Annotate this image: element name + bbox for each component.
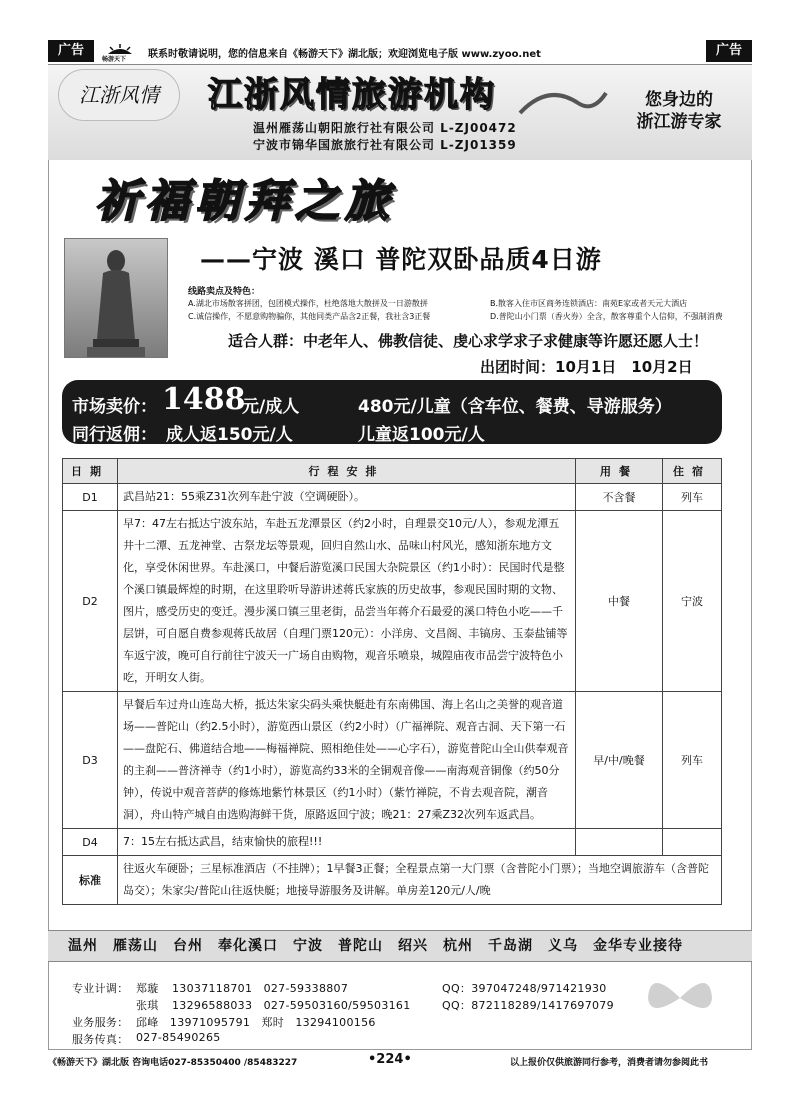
- service-cities: 温州 雁荡山 台州 奉化溪口 宁波 普陀山 绍兴 杭州 千岛湖 义乌 金华专业接待: [68, 938, 683, 954]
- tour-theme-title: 祈福朝拜之旅: [95, 176, 395, 227]
- fax-value: 027-85490265: [136, 1031, 221, 1044]
- market-price-label: 市场卖价：: [72, 397, 157, 417]
- price-box: [62, 380, 722, 444]
- feature-item: A.湖北市场散客拼团，包团模式操作，杜绝落地大散拼及一日游散拼: [188, 299, 428, 308]
- contact-2-phone: 13296588033 027-59503160/59503161: [172, 999, 411, 1012]
- target-audience: 适合人群：中老年人、佛教信徒、虔心求学求子求健康等许愿还愿人士！: [228, 332, 709, 350]
- agency-title: 江浙风情旅游机构: [208, 75, 496, 115]
- rebate-label: 同行返佣：: [72, 425, 157, 445]
- itinerary-cell: 早餐后车过舟山连岛大桥，抵达朱家尖码头乘快艇赴有东南佛国、海上名山之美誉的观音道场——普陀山（约2.5小时），游览西山景区（约2小时）（广福禅院、观音古洞、天下第一石——盘陀石、佛道结合地——梅福禅院、照相绝佳处——心字石），游览普陀山全山供奉观音的主刹——普济禅寺（约1小时），游览高约33米的全铜观音像——南海观音铜像（约50分钟），传说中观音菩萨的修炼地紫竹林景区（约1小时）（紫竹禅院，不肯去观音院，潮音洞），舟山特产城自由选购海鲜干货，原路返回宁波；晚21：27乘Z32次列车返武昌。: [118, 692, 576, 829]
- biz-label: 业务服务：: [72, 1016, 129, 1029]
- feature-item: C.诚信操作，不愿意购物骗你，其他同类产品含2正餐，我社含3正餐: [188, 312, 431, 321]
- biz-value: 邱峰 13971095791 郑时 13294100156: [136, 1016, 376, 1029]
- standard-desc: 往返火车硬卧；三星标准酒店（不挂牌）；1早餐3正餐；全程景点第一大门票（含普陀小门票）；当地空调旅游车（含普陀岛交）；朱家尖/普陀山往返快艇；地接导游服务及讲解。单房差120元/人/晚: [118, 856, 722, 905]
- day-cell: D3: [63, 692, 118, 829]
- stay-cell: 列车: [663, 692, 722, 829]
- meal-cell: 中餐: [576, 511, 663, 692]
- slogan-line-2: 浙江游专家: [636, 112, 722, 132]
- table-row-standard: [63, 856, 722, 905]
- day-cell: D1: [63, 484, 118, 511]
- stay-cell: 列车: [663, 484, 722, 511]
- itinerary-cell: 7：15左右抵达武昌，结束愉快的旅程!!!: [118, 829, 576, 856]
- contact-1-qq: QQ：397047248/971421930: [442, 982, 607, 995]
- header-day: 日期: [63, 459, 118, 484]
- table-row: [63, 484, 722, 511]
- departure-dates: 出团时间：10月1日 10月2日: [480, 358, 693, 376]
- table-row: [63, 692, 722, 829]
- table-header-row: [63, 459, 722, 484]
- contact-2-name: 张琪: [136, 999, 159, 1012]
- features-heading: 线路卖点及特色：: [188, 287, 261, 297]
- contact-2-qq: QQ：872118289/1417697079: [442, 999, 614, 1012]
- contact-1-phone: 13037118701 027-59338807: [172, 982, 349, 995]
- agency-license-1: 温州雁荡山朝阳旅行社有限公司 L-ZJ00472: [253, 121, 517, 135]
- day-cell: D4: [63, 829, 118, 856]
- itinerary-cell: 早7：47左右抵达宁波东站，车赴五龙潭景区（约2小时，自理景交10元/人），参观龙潭五井十二潭、五龙神堂、古祭龙坛等景观，回归自然山水、品味山村风光，感知浙东地方文化，享受休闲世界。车赴溪口，中餐后游览溪口民国大杂院景区（约1小时）：民国时代是整个溪口镇最辉煌的时期，在这里聆听导游讲述蒋氏家族的历史故事，参观民国时期的文物、图片，感受历史的变迁。漫步溪口镇三里老街，品尝当年蒋介石最爱的溪口特色小吃——千层饼，可自愿自费参观蒋氏故居（自理门票120元）：小洋房、文昌阁、丰镐房、玉泰盐铺等车返宁波，晚可自行前往宁波天一广场自由购物，观音乐喷泉，城隍庙夜市品尝宁波特色小吃，开明女人街。: [118, 511, 576, 692]
- guanyin-statue-image: [64, 238, 168, 358]
- child-price: 480元/儿童（含车位、餐费、导游服务）: [358, 397, 672, 417]
- meal-cell: 不含餐: [576, 484, 663, 511]
- wave-decoration: [518, 83, 608, 123]
- plan-label: 专业计调：: [72, 982, 129, 995]
- feature-item: B.散客入住市区商务连锁酒店：南苑E家或者天元大酒店: [490, 299, 688, 308]
- itinerary-cell: 武昌站21：55乘Z31次列车赴宁波（空调硬卧）。: [118, 484, 576, 511]
- stay-cell: [663, 829, 722, 856]
- notice-text: 联系时敬请说明，您的信息来自《畅游天下》湖北版；欢迎浏览电子版 www.zyoo.net: [148, 49, 541, 60]
- adult-rebate: 成人返150元/人: [166, 425, 293, 445]
- contact-1-name: 郑璇: [136, 982, 159, 995]
- adult-price: 1488: [162, 382, 246, 417]
- butterfly-decoration: [640, 968, 720, 1028]
- header-itinerary: 行程安排: [118, 459, 576, 484]
- child-rebate: 儿童返100元/人: [358, 425, 485, 445]
- header-meal: 用餐: [576, 459, 663, 484]
- ad-tag-left: 广告: [48, 40, 94, 62]
- agency-slogan: [614, 89, 744, 133]
- agency-license-2: 宁波市锦华国旅旅行社有限公司 L-ZJ01359: [253, 138, 517, 152]
- adult-price-unit: 元/成人: [242, 397, 300, 417]
- service-cities-strip: [48, 930, 752, 962]
- brand-small-text: 畅游天下: [102, 56, 127, 63]
- page-number: •224•: [368, 1052, 412, 1067]
- meal-cell: 早/中/晚餐: [576, 692, 663, 829]
- footer-right: 以上报价仅供旅游同行参考，消费者请勿参阅此书: [510, 1058, 709, 1068]
- slogan-line-1: 您身边的: [645, 90, 713, 110]
- meal-cell: [576, 829, 663, 856]
- header-stay: 住宿: [663, 459, 722, 484]
- table-row: [63, 829, 722, 856]
- standard-label: 标准: [63, 856, 118, 905]
- brand-sun-logo: [100, 42, 140, 63]
- itinerary-table: [62, 458, 722, 905]
- top-notice-bar: [48, 40, 752, 65]
- tour-route-title: ——宁波 溪口 普陀双卧品质4日游: [200, 245, 602, 274]
- table-row: [63, 511, 722, 692]
- agency-header: [48, 65, 752, 160]
- feature-item: D.普陀山小门票（香火券）全含，散客尊重个人信仰，不强制消费: [490, 312, 723, 321]
- footer-left: 《畅游天下》湖北版 咨询电话027-85350400 /85483227: [48, 1058, 298, 1068]
- ad-tag-right: 广告: [706, 40, 752, 62]
- day-cell: D2: [63, 511, 118, 692]
- fax-label: 服务传真：: [72, 1033, 129, 1046]
- stay-cell: 宁波: [663, 511, 722, 692]
- agency-logo: 江浙风情: [58, 69, 180, 121]
